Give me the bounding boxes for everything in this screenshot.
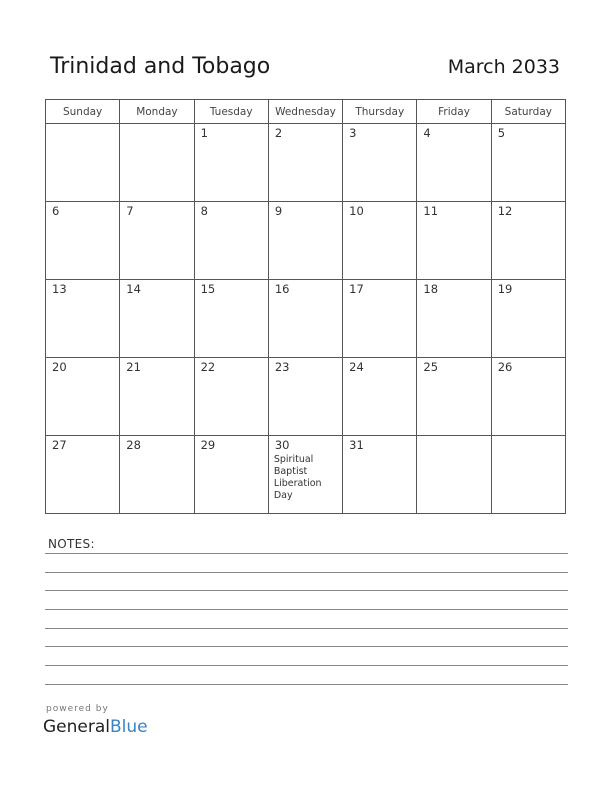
weekday-header-row xyxy=(46,100,566,124)
day-number: 13 xyxy=(52,282,67,296)
weekday-sunday: Sunday xyxy=(46,100,120,124)
day-cell xyxy=(120,124,194,202)
day-cell xyxy=(194,202,268,280)
calendar-month-year: March 2033 xyxy=(447,56,560,78)
weekday-saturday: Saturday xyxy=(491,100,565,124)
day-number: 29 xyxy=(200,438,216,452)
weekday-thursday: Thursday xyxy=(343,100,417,124)
notes-line xyxy=(45,665,568,666)
day-cell xyxy=(491,124,565,202)
day-cell xyxy=(46,280,120,358)
day-number: 21 xyxy=(126,360,141,374)
day-cell xyxy=(120,280,194,358)
day-number: 15 xyxy=(200,282,216,296)
day-cell xyxy=(417,124,491,202)
calendar-country-title: Trinidad and Tobago xyxy=(50,54,271,79)
day-number: 22 xyxy=(200,360,216,374)
weekday-friday: Friday xyxy=(417,100,491,124)
day-number: 3 xyxy=(349,126,357,140)
week-row-4 xyxy=(46,358,566,436)
day-number: 14 xyxy=(126,282,141,296)
day-cell xyxy=(417,202,491,280)
week-row-2 xyxy=(46,202,566,280)
day-cell xyxy=(491,280,565,358)
day-number: 17 xyxy=(349,282,364,296)
day-number xyxy=(120,124,193,127)
day-cell xyxy=(491,358,565,436)
day-cell xyxy=(268,358,342,436)
day-cell xyxy=(194,124,268,202)
day-cell xyxy=(417,436,491,514)
day-number: 2 xyxy=(274,126,283,140)
notes-line xyxy=(45,628,568,629)
day-cell xyxy=(46,124,120,202)
day-number: 31 xyxy=(349,438,364,452)
weekday-monday: Monday xyxy=(120,100,194,124)
day-number: 16 xyxy=(274,282,290,296)
day-cell xyxy=(46,358,120,436)
notes-line xyxy=(45,646,568,647)
day-number: 25 xyxy=(423,360,439,374)
notes-line xyxy=(45,684,568,685)
brand-logo[interactable] xyxy=(43,717,148,737)
day-cell xyxy=(46,436,120,514)
notes-line xyxy=(45,553,568,554)
day-number: 23 xyxy=(274,360,290,374)
day-cell xyxy=(491,202,565,280)
week-row-3 xyxy=(46,280,566,358)
brand-blue: Blue xyxy=(110,717,148,737)
day-number xyxy=(492,436,565,439)
day-cell xyxy=(194,436,268,514)
day-number: 30 xyxy=(274,438,290,452)
week-row-1 xyxy=(46,124,566,202)
day-number: 20 xyxy=(52,360,67,374)
day-cell xyxy=(491,436,565,514)
day-number: 18 xyxy=(423,282,439,296)
day-cell xyxy=(268,202,342,280)
day-cell xyxy=(120,436,194,514)
day-cell xyxy=(417,280,491,358)
day-cell xyxy=(343,358,417,436)
day-cell xyxy=(343,124,417,202)
day-cell xyxy=(46,202,120,280)
day-number: 26 xyxy=(497,360,513,374)
holiday-label: Spiritual Baptist Liberation Day xyxy=(273,454,322,501)
day-number: 12 xyxy=(497,204,513,218)
day-cell xyxy=(120,358,194,436)
notes-line xyxy=(45,590,568,591)
weekday-wednesday: Wednesday xyxy=(268,100,342,124)
day-number: 11 xyxy=(423,204,439,218)
day-number: 10 xyxy=(349,204,364,218)
day-number: 7 xyxy=(126,204,134,218)
day-number: 28 xyxy=(126,438,141,452)
day-number: 19 xyxy=(497,282,513,296)
day-number: 5 xyxy=(497,126,506,140)
calendar-grid xyxy=(45,99,566,514)
day-number: 1 xyxy=(200,126,208,140)
day-number: 4 xyxy=(423,126,431,140)
day-cell xyxy=(194,280,268,358)
notes-line xyxy=(45,609,568,610)
brand-general: General xyxy=(43,717,110,737)
notes-line xyxy=(45,572,568,573)
day-cell xyxy=(417,358,491,436)
day-cell xyxy=(343,280,417,358)
day-number: 24 xyxy=(349,360,364,374)
day-cell xyxy=(343,436,417,514)
day-number: 6 xyxy=(52,204,60,218)
day-number: 8 xyxy=(200,204,208,218)
day-cell xyxy=(268,436,342,514)
day-number: 27 xyxy=(52,438,67,452)
powered-by-text: powered by xyxy=(46,704,109,714)
day-number xyxy=(417,436,490,439)
day-number xyxy=(46,124,119,127)
day-cell xyxy=(268,124,342,202)
day-cell xyxy=(343,202,417,280)
day-cell xyxy=(194,358,268,436)
day-cell xyxy=(120,202,194,280)
week-row-5 xyxy=(46,436,566,514)
day-number: 9 xyxy=(274,204,283,218)
day-cell xyxy=(268,280,342,358)
weekday-tuesday: Tuesday xyxy=(194,100,268,124)
notes-label: NOTES: xyxy=(48,537,95,551)
